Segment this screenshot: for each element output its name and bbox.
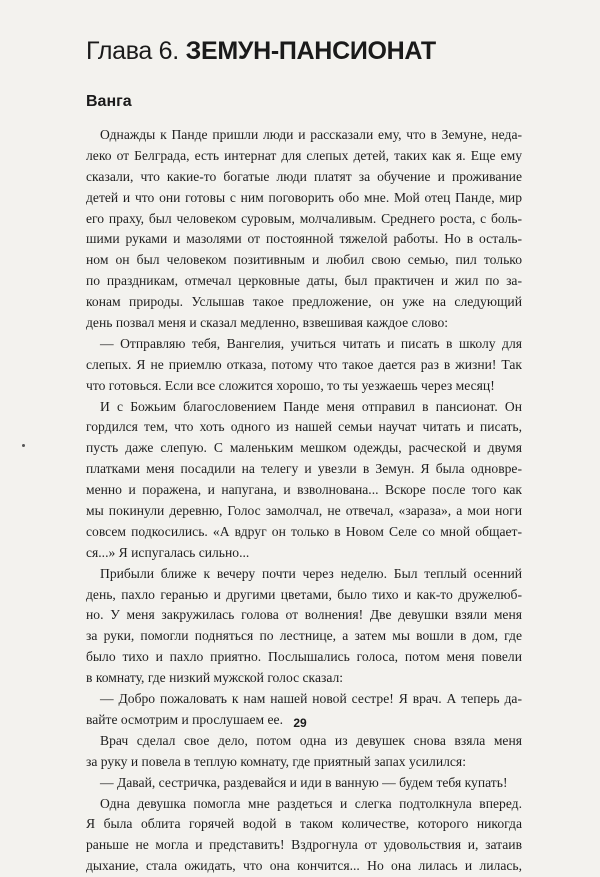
text-line: Одна девушка помогла мне раздеться и слегка подтолкнула вперед. [100,795,522,811]
text-line: вайте осмотрим и прослушаем ее. [86,711,283,727]
text-line: мы покинули деревню, Голос замолчал, не отвечал, «зараза», а мои ноги [86,503,522,519]
chapter-title: ЗЕМУН-ПАНСИОНАТ [185,37,436,65]
margin-speck [22,444,25,447]
text-line: день, пахло геранью и другими цветами, было тихо и как-то дружелюб- [86,586,522,602]
text-line: шими руками и мазолями от постоянной тяжелой работы. Но в осталь- [86,231,522,247]
text-line: ном он был человеком позитивным и любил свою семью, пил только [86,252,522,268]
text-line: по праздникам, отмечал церковные даты, был практичен и жил по за- [86,273,522,289]
text-line: ся...» Я испугалась сильно... [86,544,250,560]
text-line: — Отправляю тебя, Вангелия, учиться читать и писать в школу для [100,335,522,351]
text-line: пусть даже слепую. С маленьким мешком одежды, расческой и двумя [86,440,522,456]
text-line: платками меня посадили на телегу и увезли в Земун. Я была одновре- [86,461,522,477]
section-title: Ванга [86,93,132,110]
text-line: менно и поражена, и напугана, и взволнована... Вскоре после того как [86,482,522,498]
text-line: раньше не могла и представить! Вздрогнула от удовольствия и, затаив [86,837,522,853]
text-line: — Давай, сестричка, раздевайся и иди в ванную — будем тебя купать! [100,774,508,790]
text-line: его праху, был человеком суровым, молчаливым. Среднего роста, с боль- [86,210,522,226]
text-line: день позвал меня и сказал медленно, взвешивая каждое слово: [86,315,449,331]
text-line: слепых. Я не приемлю отказа, потому что такое дается раз в жизни! Так [86,356,522,372]
text-line: Прибыли ближе к вечеру почти через неделю. Был теплый осенний [100,565,522,581]
text-line: Однажды к Панде пришли люди и рассказали ему, что в Земуне, неда- [100,127,522,142]
text-line: конам природы. Услышав такое предложение, он уже на следующий [86,294,522,310]
text-line: гордился тем, что хоть одного из нашей семьи научат читать и писать, [86,419,522,435]
text-line: что готовься. Если все сложится хорошо, то ты уезжаешь через месяц! [86,377,495,393]
body-text [86,125,522,877]
text-line: дыхание, стала ожидать, что она кончится... Но она лилась и лилась, [86,858,522,874]
text-line: Врач сделал свое дело, потом одна из девушек снова взяла меня [100,732,522,748]
text-line: леко от Белграда, есть интернат для слепых детей, таких как я. Еще ему [86,147,522,163]
text-line: И с Божьим благословением Панде меня отправил в пансионат. Он [100,398,522,414]
text-line: — Добро пожаловать к нам нашей новой сестре! Я врач. А теперь да- [100,691,522,707]
text-line: Я была облита горячей водой в таком количестве, которого никогда [86,816,522,832]
text-line: за руку и повела в теплую комнату, где приятный запах усилился: [86,753,466,769]
page-number: 29 [293,716,307,730]
text-line: детей и что они готовы с ним поговорить обо мне. Мой отец Панде, мир [86,189,522,205]
text-line: было тихо и пахло приятно. Послышались голоса, потом меня повели [86,649,522,665]
text-line: за руки, помогли подняться по лестнице, а затем мы вошли в дом, где [86,628,522,644]
text-line: совсем подкосились. «А вдруг он только в Новом Селе со мной общает- [86,523,522,539]
text-line: сказали, что какие-то богатые люди платят за обучение и проживание [86,168,522,184]
chapter-heading [86,36,436,66]
text-line: но. У меня закружилась голова от волнения! Две девушки взяли меня [86,607,522,623]
text-line: в комнату, где низкий мужской голос сказал: [86,670,344,686]
chapter-number: Глава 6. [86,37,179,65]
